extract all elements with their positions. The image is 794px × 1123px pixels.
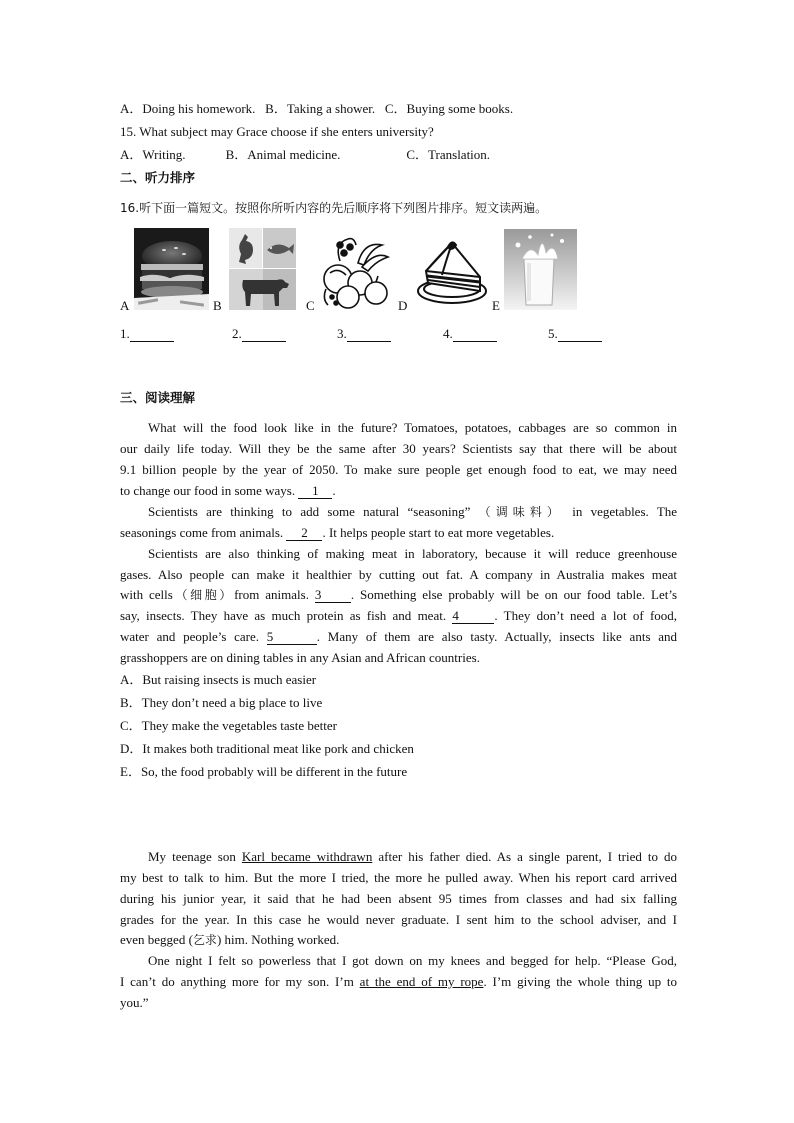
q14-option-a: A．Doing his homework. <box>120 101 256 116</box>
passage1-option-e: E．So, the food probably will be different in the future <box>120 764 408 779</box>
section2-title: 二、听力排序 <box>120 170 196 185</box>
passage2-line6: One night I felt so powerless that I got down on my knees and begged for help. “Please God, <box>148 953 677 968</box>
picture-label-b: B <box>213 298 222 313</box>
animals-grid-icon <box>229 228 296 310</box>
passage2-line5: even begged (乞求) him. Nothing worked. <box>120 932 340 947</box>
section2-instruction: 16.听下面一篇短文。按照你所听内容的先后顺序将下列图片排序。短文读两遍。 <box>120 201 548 215</box>
passage2-line4: grades for the year. In this case he would never graduate. I sent him to the school adviser, and I <box>120 912 677 927</box>
passage1-option-b: B．They don’t need a big place to live <box>120 695 323 710</box>
underlined-phrase-rope: at the end of my rope <box>359 974 484 989</box>
passage1-p2-line1: Scientists are thinking to add some natural “seasoning” （调味料） in vegetables. The <box>148 504 678 519</box>
passage1-p1-line4: to change our food in some ways. 1 . <box>120 483 336 498</box>
q15-option-a: A．Writing. <box>120 147 186 162</box>
blank-1[interactable]: 1 <box>298 484 332 499</box>
passage2-line2: my best to talk to him. But the more I tried, the more he pulled away. When his report card arrived <box>120 870 677 885</box>
passage1-option-d: D．It makes both traditional meat like pork and chicken <box>120 741 414 756</box>
passage1-p1-line3: 9.1 billion people by the year of 2050. To make sure people get enough food to eat, we may need <box>120 462 677 477</box>
q14-options <box>120 101 513 117</box>
picture-label-a: A <box>120 298 130 313</box>
hamburger-photo-icon <box>134 228 209 310</box>
passage1-p3-line6: grasshoppers are on dining tables in any Asian and African countries. <box>120 650 480 665</box>
passage1-p1-line1: What will the food look like in the future? Tomatoes, potatoes, cabbages are so common in <box>148 420 677 435</box>
cake-slice-icon <box>412 237 490 307</box>
q15-question: 15. What subject may Grace choose if she enters university? <box>120 124 434 139</box>
milk-splash-icon <box>504 229 577 310</box>
picture-label-d: D <box>398 298 408 313</box>
section3-title: 三、阅读理解 <box>120 390 196 405</box>
passage1-p3-line5: water and people’s care. 5 . Many of them are also tasty. Actually, insects like ants and <box>120 629 677 644</box>
passage1-option-c: C．They make the vegetables taste better <box>120 718 337 733</box>
passage1-p3-line3: with cells（细胞）from animals. 3 . Something else probably will be on our food table. Let’s <box>120 587 678 602</box>
answer-slot-2[interactable]: 2. <box>232 326 286 342</box>
passage2-line3: during his junior year, it said that he had been absent 95 times from classes and had six falling <box>120 891 677 906</box>
q14-option-c: C．Buying some books. <box>384 101 514 116</box>
passage1-p2-line2: seasonings come from animals. 2 . It helps people start to eat more vegetables. <box>120 525 555 540</box>
underlined-phrase-karl: Karl became withdrawn <box>241 849 373 864</box>
blank-5[interactable]: 5 <box>267 630 317 645</box>
passage2-line1: My teenage son Karl became withdrawn after his father died. As a single parent, I tried to do <box>148 849 678 864</box>
answer-slot-3[interactable]: 3. <box>337 326 391 342</box>
picture-label-c: C <box>306 298 315 313</box>
q15-options <box>120 147 490 163</box>
answer-slot-1[interactable]: 1. <box>120 326 174 342</box>
passage1-p3-line1: Scientists are also thinking of making meat in laboratory, because it will reduce greenhouse <box>148 546 677 561</box>
q15-option-c: C．Translation. <box>406 147 491 162</box>
answer-slot-4[interactable]: 4. <box>443 326 497 342</box>
q14-option-b: B．Taking a shower. <box>265 101 376 116</box>
answer-slot-5[interactable]: 5. <box>548 326 602 342</box>
passage1-p3-line2: gases. Also people can make it healthier by cutting out fat. A company in Australia makes meat <box>120 567 677 582</box>
blank-2[interactable]: 2 <box>286 526 322 541</box>
passage1-p1-line2: our daily life today. Will they be the same after 30 years? Scientists say that there will be about <box>120 441 677 456</box>
passage1-option-a: A．But raising insects is much easier <box>120 672 317 687</box>
blank-4[interactable]: 4 <box>452 609 494 624</box>
q15-option-b: B．Animal medicine. <box>225 147 341 162</box>
passage1-p3-line4: say, insects. They have as much protein as fish and meat. 4 . They don’t need a lot of food, <box>120 608 678 623</box>
passage2-line7: I can’t do anything more for my son. I’m at the end of my rope. I’m giving the whole thing up to <box>120 974 678 989</box>
picture-label-e: E <box>492 298 500 313</box>
fruit-basket-icon <box>320 233 392 311</box>
passage2-line8: you.” <box>120 995 149 1010</box>
blank-3[interactable]: 3 <box>315 588 351 603</box>
